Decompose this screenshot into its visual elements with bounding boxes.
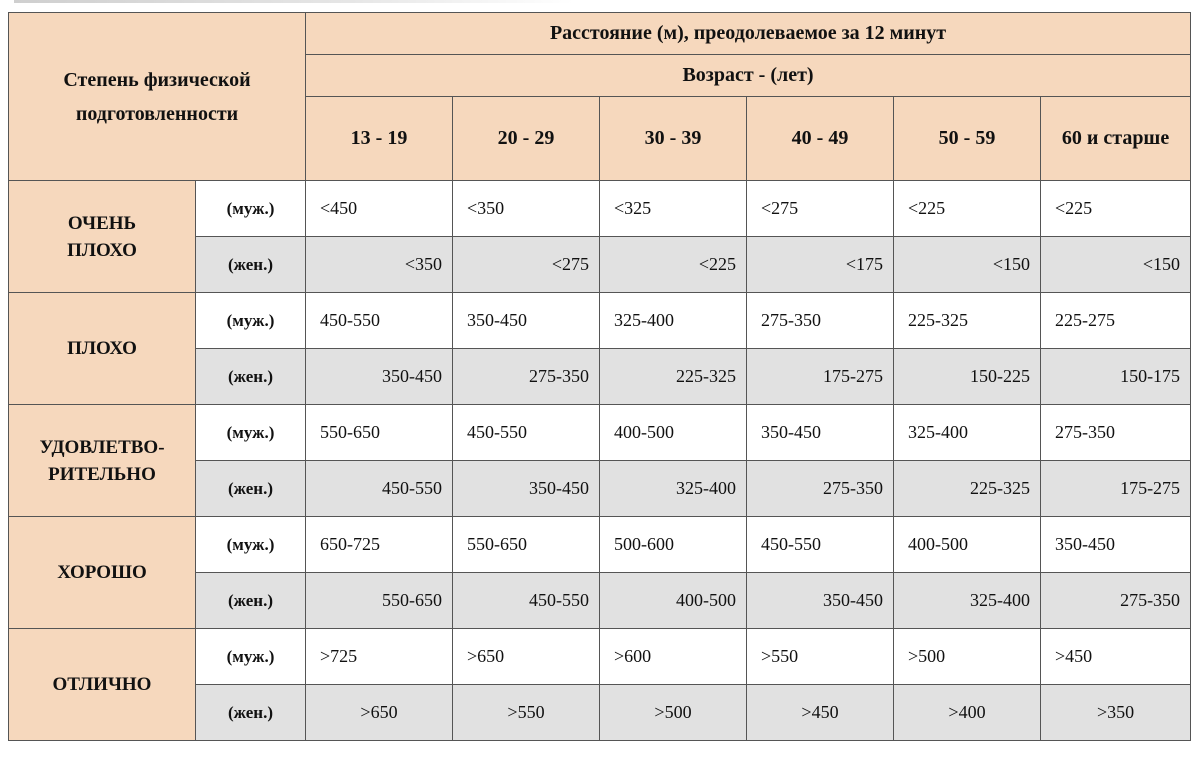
age-title: Возраст - (лет) (306, 55, 1191, 97)
table-cell: 275-350 (453, 349, 600, 405)
sex-label: (муж.) (196, 181, 306, 237)
table-cell: >350 (1041, 685, 1191, 741)
table-cell: <225 (1041, 181, 1191, 237)
fitness-level-header (9, 13, 306, 181)
distance-title: Расстояние (м), преодолеваемое за 12 минут (306, 13, 1191, 55)
cropped-caption-line (14, 0, 574, 3)
table-cell: <275 (453, 237, 600, 293)
sex-label: (муж.) (196, 293, 306, 349)
fitness-level-header-text: Степень физической подготовленности (63, 68, 251, 125)
table-cell: 400-500 (600, 405, 747, 461)
table-cell: >650 (453, 629, 600, 685)
table-cell: 450-550 (747, 517, 894, 573)
table-cell: 400-500 (600, 573, 747, 629)
fitness-norms-table (8, 12, 1191, 741)
table-cell: 450-550 (306, 293, 453, 349)
sex-label: (жен.) (196, 461, 306, 517)
age-group-header: 20 - 29 (453, 97, 600, 181)
table-cell: <275 (747, 181, 894, 237)
table-cell: 325-400 (600, 293, 747, 349)
table-cell: 275-350 (1041, 405, 1191, 461)
table-cell: 175-275 (747, 349, 894, 405)
table-cell: >725 (306, 629, 453, 685)
table-cell: 550-650 (306, 573, 453, 629)
table-cell: 450-550 (306, 461, 453, 517)
table-cell: >500 (600, 685, 747, 741)
table-cell: 275-350 (747, 461, 894, 517)
level-label: ПЛОХО (9, 293, 196, 405)
age-group-header: 60 и старше (1041, 97, 1191, 181)
table-cell: >400 (894, 685, 1041, 741)
table-cell: >550 (453, 685, 600, 741)
table-cell: 350-450 (747, 573, 894, 629)
table-cell: <350 (306, 237, 453, 293)
table-cell: <325 (600, 181, 747, 237)
sex-label: (жен.) (196, 349, 306, 405)
table-cell: >500 (894, 629, 1041, 685)
age-group-header: 13 - 19 (306, 97, 453, 181)
table-cell: 325-400 (894, 573, 1041, 629)
table-cell: 150-175 (1041, 349, 1191, 405)
table-cell: 175-275 (1041, 461, 1191, 517)
table-cell: 225-325 (894, 461, 1041, 517)
table-cell: 350-450 (1041, 517, 1191, 573)
table-cell: >450 (747, 685, 894, 741)
table-cell: 450-550 (453, 573, 600, 629)
table-cell: >650 (306, 685, 453, 741)
table-cell: 400-500 (894, 517, 1041, 573)
age-group-header: 30 - 39 (600, 97, 747, 181)
sex-label: (муж.) (196, 405, 306, 461)
table-cell: >450 (1041, 629, 1191, 685)
table-cell: <350 (453, 181, 600, 237)
sex-label: (муж.) (196, 517, 306, 573)
table-cell: 350-450 (453, 461, 600, 517)
table-cell: 150-225 (894, 349, 1041, 405)
table-cell: 350-450 (453, 293, 600, 349)
table-cell: 550-650 (453, 517, 600, 573)
table-cell: 350-450 (306, 349, 453, 405)
table-cell: 275-350 (1041, 573, 1191, 629)
table-cell: 650-725 (306, 517, 453, 573)
table-cell: 225-325 (600, 349, 747, 405)
sex-label: (жен.) (196, 573, 306, 629)
sex-label: (муж.) (196, 629, 306, 685)
table-cell: >550 (747, 629, 894, 685)
table-cell: 225-275 (1041, 293, 1191, 349)
sex-label: (жен.) (196, 685, 306, 741)
table-cell: <450 (306, 181, 453, 237)
table-cell: <225 (894, 181, 1041, 237)
level-label: ОТЛИЧНО (9, 629, 196, 741)
table-cell: 225-325 (894, 293, 1041, 349)
table-cell: <150 (894, 237, 1041, 293)
table-cell: <175 (747, 237, 894, 293)
table-cell: 350-450 (747, 405, 894, 461)
table-cell: 450-550 (453, 405, 600, 461)
table-cell: 275-350 (747, 293, 894, 349)
table-cell: 550-650 (306, 405, 453, 461)
age-group-header: 40 - 49 (747, 97, 894, 181)
level-label: ХОРОШО (9, 517, 196, 629)
table-cell: 325-400 (894, 405, 1041, 461)
table-cell: 500-600 (600, 517, 747, 573)
age-group-header: 50 - 59 (894, 97, 1041, 181)
level-label: УДОВЛЕТВО-РИТЕЛЬНО (9, 405, 196, 517)
sex-label: (жен.) (196, 237, 306, 293)
table-cell: 325-400 (600, 461, 747, 517)
table-cell: <225 (600, 237, 747, 293)
table-cell: <150 (1041, 237, 1191, 293)
table-cell: >600 (600, 629, 747, 685)
level-label: ОЧЕНЬ ПЛОХО (9, 181, 196, 293)
